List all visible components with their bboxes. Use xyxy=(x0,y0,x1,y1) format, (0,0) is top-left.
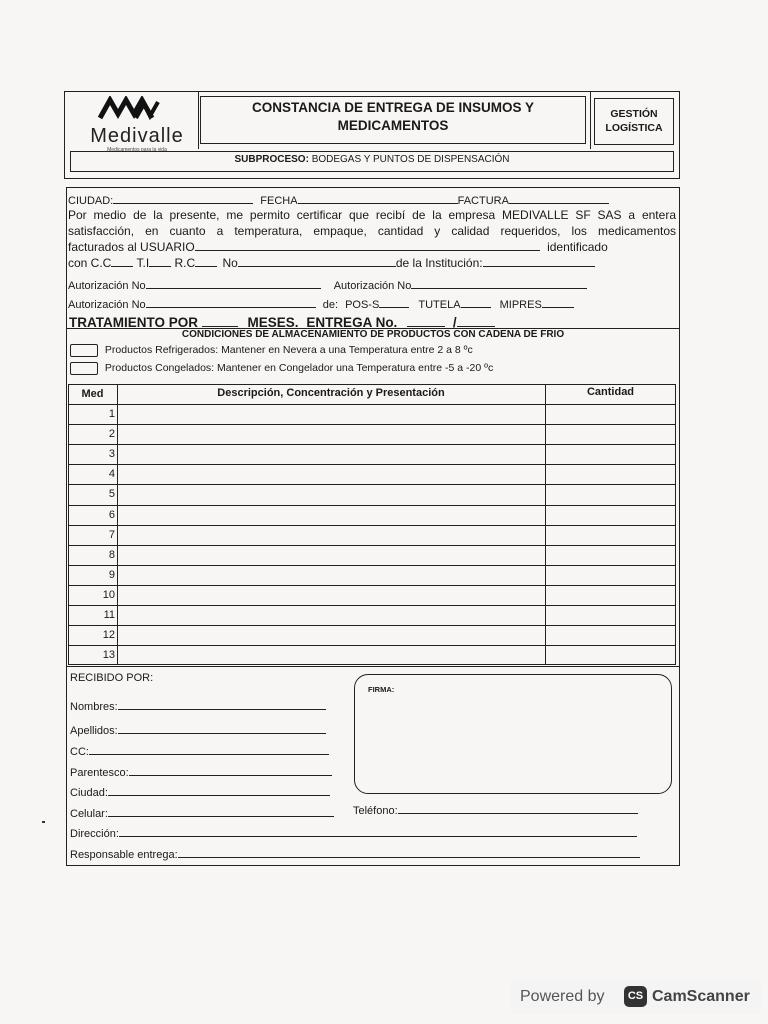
entrega-slash: / xyxy=(452,315,457,330)
autorizacion2-field[interactable] xyxy=(411,277,587,289)
rc-label: R.C xyxy=(174,256,196,270)
autorizacion2-label: Autorización No xyxy=(333,280,412,292)
table-row-description-cell[interactable] xyxy=(118,424,544,443)
table-row-quantity-cell[interactable] xyxy=(546,645,675,664)
scan-mark xyxy=(42,821,45,823)
table-row-description-cell[interactable] xyxy=(118,625,544,644)
table-row-description-cell[interactable] xyxy=(118,565,544,584)
table-row-quantity-cell[interactable] xyxy=(546,625,675,644)
table-row-number: 3 xyxy=(108,448,115,461)
direccion-field[interactable] xyxy=(119,825,637,837)
refrigerated-label: Productos Refrigerados: Mantener en Nevera a una Temperatura entre 2 a 8 ºc xyxy=(104,344,473,357)
tutela-field[interactable] xyxy=(461,296,491,308)
fecha-field[interactable] xyxy=(298,192,458,204)
factura-field[interactable] xyxy=(509,192,609,204)
apellidos-label: Apellidos: xyxy=(70,725,118,737)
cc-row-field[interactable] xyxy=(89,743,329,755)
parentesco-row xyxy=(70,764,332,779)
rc-field[interactable] xyxy=(195,255,217,267)
subprocess-label: SUBPROCESO: xyxy=(234,154,309,165)
ciudad-row-field[interactable] xyxy=(108,784,330,796)
autorizacion-line1 xyxy=(68,277,587,292)
identificado-label: identificado xyxy=(547,240,608,254)
table-row-number: 11 xyxy=(103,609,115,621)
nombres-field[interactable] xyxy=(118,698,326,710)
direccion-label: Dirección: xyxy=(70,828,119,840)
table-row-number: 4 xyxy=(108,468,115,481)
pos-label: POS-S xyxy=(345,299,380,311)
intro-line1: Por medio de la presente, me permito certificar que recibí de la empresa MEDIVALLE SF SAS a entera xyxy=(68,208,676,222)
ciudad-row-label: Ciudad: xyxy=(70,787,108,799)
table-row-number: 7 xyxy=(108,528,115,541)
autorizacion1-label: Autorización No xyxy=(68,280,146,292)
autorizacion-line2 xyxy=(68,296,574,311)
camscanner-badge-text: CS xyxy=(627,990,644,1002)
celular-label: Celular: xyxy=(70,808,108,820)
subprocess-value: BODEGAS Y PUNTOS DE DISPENSACIÓN xyxy=(311,154,510,165)
table-row-description-cell[interactable] xyxy=(118,484,544,503)
table-row-description-cell[interactable] xyxy=(118,464,544,483)
celular-field[interactable] xyxy=(108,805,334,817)
logo-brand-text: Medivalle xyxy=(90,125,184,147)
table-row-quantity-cell[interactable] xyxy=(546,424,675,443)
table-row-quantity-cell[interactable] xyxy=(546,585,675,604)
table-row-number: 8 xyxy=(108,548,115,561)
entrega-total-field[interactable] xyxy=(457,313,495,327)
subprocess-text xyxy=(70,154,674,165)
document-title xyxy=(200,99,586,135)
usuario-label: facturados al USUARIO xyxy=(68,240,195,254)
cc-row xyxy=(70,743,329,758)
table-row-description-cell[interactable] xyxy=(118,645,544,664)
refrigerated-checkbox[interactable] xyxy=(70,344,98,357)
entrega-label: ENTREGA No. xyxy=(306,315,398,330)
company-logo xyxy=(78,96,196,153)
parentesco-field[interactable] xyxy=(129,764,332,776)
nombres-label: Nombres: xyxy=(70,701,118,713)
meses-label: MESES. xyxy=(247,315,299,330)
frozen-checkbox[interactable] xyxy=(70,362,98,375)
entrega-field[interactable] xyxy=(407,313,445,327)
table-row-description-cell[interactable] xyxy=(118,605,544,624)
table-row-number: 2 xyxy=(108,428,115,441)
responsable-row xyxy=(70,846,640,861)
document-title-line1: CONSTANCIA DE ENTREGA DE INSUMOS Y xyxy=(251,100,535,115)
logo-tagline: Medicamentos para la vida xyxy=(107,147,167,153)
institucion-field[interactable] xyxy=(483,255,595,267)
camscanner-logo-icon xyxy=(624,986,647,1007)
received-top-divider xyxy=(66,666,680,667)
telefono-field[interactable] xyxy=(398,802,638,814)
cc-row-label: CC: xyxy=(70,746,89,758)
no-field[interactable] xyxy=(238,255,396,267)
table-row-number: 10 xyxy=(102,588,115,601)
ti-field[interactable] xyxy=(149,255,171,267)
logo-mark-icon xyxy=(78,96,196,122)
autorizacion1-field[interactable] xyxy=(146,277,321,289)
area-label-line2: LOGÍSTICA xyxy=(605,122,663,134)
intro-paragraph xyxy=(68,207,676,271)
table-row-number: 5 xyxy=(108,488,115,501)
cc-label: con C.C xyxy=(68,256,112,270)
institucion-label: de la Institución: xyxy=(395,256,483,270)
celular-row xyxy=(70,805,334,820)
autorizacion3-field[interactable] xyxy=(146,296,316,308)
pos-field[interactable] xyxy=(379,296,409,308)
table-row-number: 13 xyxy=(102,649,115,662)
telefono-row xyxy=(353,802,638,817)
nombres-row xyxy=(70,698,326,713)
frozen-option[interactable] xyxy=(70,362,493,375)
table-row-number: 1 xyxy=(108,408,115,420)
table-row-description-cell[interactable] xyxy=(118,505,544,524)
ciudad-row xyxy=(70,784,330,799)
table-row-description-cell[interactable] xyxy=(118,525,544,544)
intro-line3 xyxy=(68,239,676,255)
ciudad-label: CIUDAD: xyxy=(68,195,114,207)
tratamiento-label: TRATAMIENTO POR xyxy=(69,315,198,330)
table-row-quantity-cell[interactable] xyxy=(546,484,675,503)
autorizacion3-label: Autorización No xyxy=(68,299,146,311)
cold-chain-title: CONDICIONES DE ALMACENAMIENTO DE PRODUCTOS CON CADENA DE FRIO xyxy=(181,329,565,340)
usuario-field[interactable] xyxy=(195,239,540,251)
area-label-line1: GESTIÓN xyxy=(610,108,658,120)
table-row-quantity-cell[interactable] xyxy=(546,464,675,483)
table-row-description-cell[interactable] xyxy=(118,404,544,423)
table-row-quantity-cell[interactable] xyxy=(546,505,675,524)
camscanner-text: CamScanner xyxy=(652,988,750,1005)
ciudad-field[interactable] xyxy=(113,192,253,204)
header-divider-right xyxy=(590,91,591,149)
tratamiento-field[interactable] xyxy=(202,313,238,327)
ti-label: T.I xyxy=(136,256,150,270)
col-desc-header: Descripción, Concentración y Presentación xyxy=(217,387,445,399)
direccion-row xyxy=(70,825,637,840)
mipres-field[interactable] xyxy=(542,296,574,308)
factura-label: FACTURA xyxy=(457,195,509,207)
intro-line2: satisfacción, en cuanto a temperatura, empaque, cantidad y calidad requeridos, los medicamentos xyxy=(68,224,676,238)
telefono-label: Teléfono: xyxy=(353,805,398,817)
col-med-header: Med xyxy=(81,388,104,400)
table-row-description-cell[interactable] xyxy=(118,444,544,463)
refrigerated-option[interactable] xyxy=(70,344,473,357)
header-divider-left xyxy=(198,91,199,149)
table-row-quantity-cell[interactable] xyxy=(546,605,675,624)
frozen-label: Productos Congelados: Mantener en Congelador una Temperatura entre -5 a -20 ºc xyxy=(104,362,494,375)
mipres-label: MIPRES xyxy=(499,299,542,311)
table-row-quantity-cell[interactable] xyxy=(546,525,675,544)
signature-label: FIRMA: xyxy=(368,685,395,694)
parentesco-label: Parentesco: xyxy=(70,767,129,779)
responsable-label: Responsable entrega: xyxy=(70,849,178,861)
area-label xyxy=(594,107,674,135)
table-row-number: 9 xyxy=(108,568,115,581)
no-label: No xyxy=(222,256,238,270)
table-row-quantity-cell[interactable] xyxy=(546,545,675,564)
table-row-quantity-cell[interactable] xyxy=(546,444,675,463)
document-title-line2: MEDICAMENTOS xyxy=(337,118,449,133)
table-row-quantity-cell[interactable] xyxy=(546,404,675,423)
fecha-label: FECHA xyxy=(260,195,298,207)
apellidos-row xyxy=(70,722,326,737)
table-row-quantity-cell[interactable] xyxy=(546,565,675,584)
table-row-number: 12 xyxy=(102,629,115,642)
table-row-description-cell[interactable] xyxy=(118,585,544,604)
tutela-label: TUTELA xyxy=(418,299,461,311)
intro-line4 xyxy=(68,255,676,271)
table-row-number: 6 xyxy=(108,508,115,521)
apellidos-field[interactable] xyxy=(118,722,326,734)
de-label: de: xyxy=(322,299,339,311)
col-qty-header: Cantidad xyxy=(586,386,635,398)
table-row-description-cell[interactable] xyxy=(118,545,544,564)
received-title: RECIBIDO POR: xyxy=(70,672,154,684)
ciudad-line xyxy=(68,192,609,207)
powered-by-text: Powered by xyxy=(520,988,605,1005)
responsable-field[interactable] xyxy=(178,846,640,858)
cc-field[interactable] xyxy=(111,255,133,267)
medication-table xyxy=(68,384,676,665)
signature-box[interactable] xyxy=(354,674,672,794)
